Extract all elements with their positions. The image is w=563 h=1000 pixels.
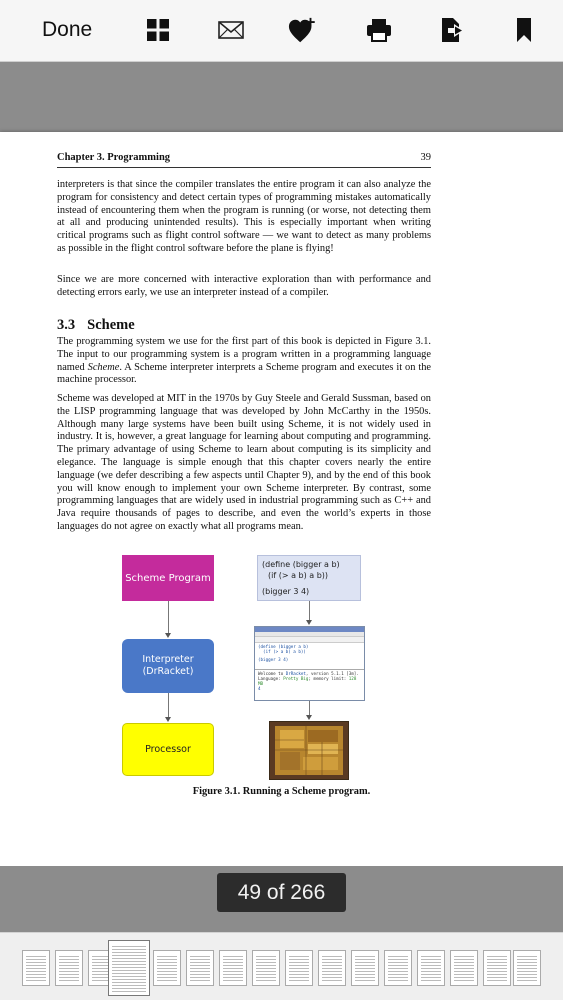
ide-welcome-pre: Welcome to (258, 671, 286, 676)
ide-lang-pre: Language: (258, 676, 284, 681)
thumbnail-text-line (190, 956, 210, 957)
thumbnail-text-line (289, 959, 309, 960)
page-thumbnail[interactable] (318, 950, 346, 986)
thumbnail-text-line (190, 965, 210, 966)
thumbnail-text-line (112, 952, 146, 953)
drracket-screenshot (254, 626, 365, 701)
page-counter: 49 of 266 (217, 873, 346, 912)
page-thumbnail[interactable] (219, 950, 247, 986)
thumbnail-text-line (388, 962, 408, 963)
page-thumbnail[interactable] (153, 950, 181, 986)
thumbnail-text-line (322, 968, 342, 969)
thumbnail-text-line (517, 974, 537, 975)
code-line-2: (if (> a b) a b)) (268, 571, 329, 580)
thumbnail-text-line (487, 977, 507, 978)
paragraph-4: Scheme was developed at MIT in the 1970s by Guy Steele and Gerald Sussman, based on the LISP programming language that was developed by John McCarthy in the 1950s. Although many large systems have been built using Scheme, it is not widely used in industry. It is, however, a great language for learning about computing and programming. The primary advantage of using Scheme to learn about computing is its simplicity and elegance. The language is simple enough that this chapter covers nearly the entire language (we defer describing a few aspects until Chapter 9), and by the end of this book you will know enough to implement your own Scheme interpreter. By contrast, some programming languages that are widely used in industrial programming such as C++ and Java require thousands of pages to describe, and even the world’s experts in those languages do not agree on exactly what all programs mean. (57, 393, 431, 532)
page-thumbnail[interactable] (483, 950, 511, 986)
thumbnail-text-line (487, 956, 507, 957)
page-thumbnail[interactable] (450, 950, 478, 986)
thumbnail-text-line (487, 962, 507, 963)
arrow-interpreter-to-processor (168, 693, 169, 719)
thumbnail-text-line (517, 977, 537, 978)
page-thumbnail[interactable] (186, 950, 214, 986)
thumbnail-text-line (421, 968, 441, 969)
running-header (57, 152, 431, 168)
thumbnail-text-line (190, 980, 210, 981)
thumbnail-text-line (517, 956, 537, 957)
processor-box: Processor (122, 723, 214, 776)
thumbnail-text-line (26, 962, 46, 963)
thumbnail-text-line (289, 968, 309, 969)
interpreter-label: Interpreter (142, 654, 194, 665)
thumbnail-text-line (112, 979, 146, 980)
page-number: 39 (420, 152, 431, 163)
page-thumbnail[interactable] (384, 950, 412, 986)
page-thumbnail[interactable] (55, 950, 83, 986)
thumbnail-text-line (454, 980, 474, 981)
processor-chip-photo (269, 721, 349, 780)
thumbnail-text-line (112, 985, 146, 986)
paragraph-3-text: The programming system we use for the first part of this book is depicted in Figure 3.1. The input to our programming system is a program written in a programming language named (57, 336, 431, 373)
thumbnail-text-line (289, 974, 309, 975)
page-thumbnail[interactable] (252, 950, 280, 986)
thumbnail-text-line (59, 962, 79, 963)
arrow-ide-to-chip (309, 701, 310, 717)
thumbnail-text-line (388, 965, 408, 966)
thumbnail-text-line (454, 965, 474, 966)
paragraph-3 (57, 336, 431, 387)
thumbnail-text-line (157, 977, 177, 978)
section-heading (57, 317, 135, 334)
thumbnail-text-line (454, 962, 474, 963)
thumbnail-text-line (223, 965, 243, 966)
page-thumbnail[interactable] (417, 950, 445, 986)
bookmark-icon[interactable] (509, 15, 539, 45)
thumbnail-text-line (223, 974, 243, 975)
thumbnail-text-line (421, 971, 441, 972)
ide-def-line-2: (if (> a b) a b)) (258, 649, 306, 654)
thumbnail-text-line (26, 959, 46, 960)
thumbnail-text-line (223, 977, 243, 978)
thumbnail-text-line (454, 956, 474, 957)
thumbnail-text-line (112, 949, 146, 950)
thumbnail-text-line (388, 977, 408, 978)
thumbnail-text-line (157, 974, 177, 975)
thumbnail-text-line (112, 961, 146, 962)
thumbnail-text-line (157, 971, 177, 972)
thumbnail-text-line (26, 968, 46, 969)
thumbnail-text-line (59, 977, 79, 978)
thumbnail-text-line (157, 965, 177, 966)
thumbnail-text-line (355, 977, 375, 978)
thumbnail-text-line (112, 973, 146, 974)
top-toolbar (0, 0, 563, 62)
thumbnail-text-line (112, 976, 146, 977)
page-thumbnail[interactable] (22, 950, 50, 986)
ide-result: 4 (258, 686, 261, 691)
page-thumbnail[interactable] (351, 950, 379, 986)
thumbnail-text-line (256, 965, 276, 966)
page-thumbnail[interactable] (513, 950, 541, 986)
thumbnail-text-line (289, 980, 309, 981)
thumbnail-text-line (517, 962, 537, 963)
drracket-label: (DrRacket) (142, 666, 194, 677)
scheme-emphasis: Scheme (87, 361, 120, 373)
thumbnail-text-line (223, 959, 243, 960)
thumbnail-text-line (454, 977, 474, 978)
thumbnail-text-line (256, 977, 276, 978)
thumbnail-text-line (355, 965, 375, 966)
ide-welcome-post: , version 5.1.1 [3m]. (305, 671, 359, 676)
thumbnail-text-line (112, 982, 146, 983)
thumbnail-text-line (355, 974, 375, 975)
viewer-background-top (0, 62, 563, 132)
thumbnail-text-line (256, 962, 276, 963)
thumbnail-text-line (59, 959, 79, 960)
page-thumbnail[interactable] (285, 950, 313, 986)
thumbnail-text-line (355, 971, 375, 972)
ide-interactions-pane (255, 670, 364, 692)
ide-lang-mem: 128 MB (258, 676, 357, 686)
thumbnail-text-line (487, 974, 507, 975)
thumbnail-text-line (487, 965, 507, 966)
thumbnail-text-line (157, 980, 177, 981)
thumbnail-text-line (355, 959, 375, 960)
thumbnail-text-line (112, 967, 146, 968)
thumbnail-text-line (289, 977, 309, 978)
thumbnail-text-line (190, 959, 210, 960)
thumbnail-text-line (289, 956, 309, 957)
thumbnail-text-line (190, 977, 210, 978)
thumbnail-text-line (322, 959, 342, 960)
thumbnail-text-line (190, 962, 210, 963)
thumbnail-text-line (59, 980, 79, 981)
ide-language (258, 676, 361, 686)
favorite-add-icon[interactable] (288, 15, 318, 45)
thumbnail-text-line (322, 974, 342, 975)
thumbnail-text-line (223, 971, 243, 972)
thumbnail-text-line (487, 968, 507, 969)
thumbnail-text-line (454, 974, 474, 975)
thumbnail-text-line (421, 980, 441, 981)
thumbnail-text-line (190, 971, 210, 972)
arrow-code-to-ide (309, 601, 310, 622)
thumbnail-text-line (190, 974, 210, 975)
thumbnail-text-line (112, 946, 146, 947)
export-icon[interactable] (437, 15, 467, 45)
thumbnail-text-line (487, 971, 507, 972)
thumbnail-text-line (223, 980, 243, 981)
thumbnail-text-line (388, 968, 408, 969)
thumbnail-text-line (289, 971, 309, 972)
thumbnail-text-line (388, 956, 408, 957)
thumbnail-text-line (487, 959, 507, 960)
thumbnail-text-line (322, 980, 342, 981)
thumbnail-text-line (26, 965, 46, 966)
thumbnail-text-line (487, 980, 507, 981)
thumbnail-text-line (112, 964, 146, 965)
thumbnail-text-line (322, 962, 342, 963)
thumbnail-text-line (256, 968, 276, 969)
thumbnail-text-line (112, 991, 146, 992)
section-number: 3.3 (57, 317, 76, 333)
code-snippet-box (257, 555, 361, 601)
thumbnail-text-line (388, 959, 408, 960)
thumbnail-text-line (454, 971, 474, 972)
thumbnail-text-line (322, 965, 342, 966)
figure-caption: Figure 3.1. Running a Scheme program. (192, 786, 371, 797)
thumbnail-text-line (112, 958, 146, 959)
thumbnail-text-line (256, 980, 276, 981)
thumbnail-text-line (517, 968, 537, 969)
thumbnail-text-line (256, 974, 276, 975)
thumbnail-text-line (421, 956, 441, 957)
mail-icon[interactable] (216, 15, 246, 45)
thumbnail-text-line (388, 980, 408, 981)
thumbnail-text-line (355, 980, 375, 981)
thumbnail-text-line (355, 968, 375, 969)
thumbnail-strip[interactable] (0, 932, 563, 1000)
chapter-header: Chapter 3. Programming (57, 152, 171, 163)
ide-definitions-pane (255, 643, 364, 670)
thumbnail-text-line (322, 977, 342, 978)
scheme-program-box: Scheme Program (122, 555, 214, 601)
thumbnail-text-line (59, 965, 79, 966)
section-title: Scheme (87, 317, 135, 333)
paragraph-1: interpreters is that since the compiler translates the entire program it can also analyze the program for consistency and detect certain types of programming mistakes automatically instead of encountering them when the program is running (or worse, not detecting them at all and producing unintended results). This is especially important when writing critical programs such as flight control software — we want to detect as many problems as possible in the flight control software before the plane is flying! (57, 179, 431, 254)
thumbnail-text-line (322, 971, 342, 972)
thumbnail-text-line (388, 974, 408, 975)
thumbnail-text-line (421, 977, 441, 978)
ide-lang-name: Pretty Big (283, 676, 309, 681)
thumbnail-text-line (112, 970, 146, 971)
thumbnail-text-line (190, 968, 210, 969)
thumbnail-text-line (26, 971, 46, 972)
thumbnail-text-line (59, 968, 79, 969)
thumbnail-text-line (112, 955, 146, 956)
thumbnail-text-line (388, 971, 408, 972)
document-page (0, 132, 563, 866)
thumbnail-text-line (59, 974, 79, 975)
thumbnail-text-line (59, 971, 79, 972)
thumbnail-text-line (157, 959, 177, 960)
thumbnail-text-line (421, 974, 441, 975)
thumbnail-text-line (517, 959, 537, 960)
thumbnail-text-line (421, 965, 441, 966)
thumbnail-text-line (517, 971, 537, 972)
thumbnail-text-line (355, 956, 375, 957)
ide-lang-mid: ; memory limit: (308, 676, 349, 681)
thumbnail-text-line (26, 974, 46, 975)
thumbnail-text-line (157, 962, 177, 963)
done-button[interactable]: Done (42, 18, 93, 41)
thumbnail-text-line (223, 962, 243, 963)
thumbnail-text-line (322, 956, 342, 957)
thumbnail-text-line (26, 956, 46, 957)
thumbnail-text-line (289, 962, 309, 963)
thumbnail-text-line (517, 965, 537, 966)
ide-call-line: (bigger 3 4) (258, 657, 289, 662)
ide-def-line-1: (define (bigger a b) (258, 644, 309, 649)
thumbnail-text-line (59, 956, 79, 957)
thumbnail-text-line (454, 959, 474, 960)
code-line-1: (define (bigger a b) (262, 560, 340, 569)
thumbnail-text-line (289, 965, 309, 966)
thumbnail-text-line (112, 988, 146, 989)
thumbnail-text-line (223, 968, 243, 969)
thumbnail-text-line (26, 977, 46, 978)
thumbnail-text-line (157, 968, 177, 969)
thumbnail-text-line (355, 962, 375, 963)
thumbnail-text-line (157, 956, 177, 957)
thumbnail-text-line (454, 968, 474, 969)
thumbnail-text-line (256, 971, 276, 972)
thumbnail-text-line (517, 980, 537, 981)
code-line-3: (bigger 3 4) (262, 587, 310, 596)
interpreter-box (122, 639, 214, 693)
thumbnail-text-line (26, 980, 46, 981)
grid-icon[interactable] (143, 15, 173, 45)
arrow-scheme-to-interpreter (168, 601, 169, 635)
paragraph-3-text-end: . A Scheme interpreter interprets a Scheme program and executes it on the machine processor. (57, 361, 432, 386)
thumbnail-text-line (256, 956, 276, 957)
thumbnail-text-line (421, 962, 441, 963)
page-thumbnail-current[interactable] (108, 940, 150, 996)
ide-welcome-link: DrRacket (285, 671, 306, 676)
paragraph-2: Since we are more concerned with interactive exploration than with performance and detecting errors early, we use an interpreter instead of a compiler. (57, 274, 431, 298)
print-icon[interactable] (364, 15, 394, 45)
thumbnail-text-line (223, 956, 243, 957)
thumbnail-text-line (421, 959, 441, 960)
thumbnail-text-line (256, 959, 276, 960)
